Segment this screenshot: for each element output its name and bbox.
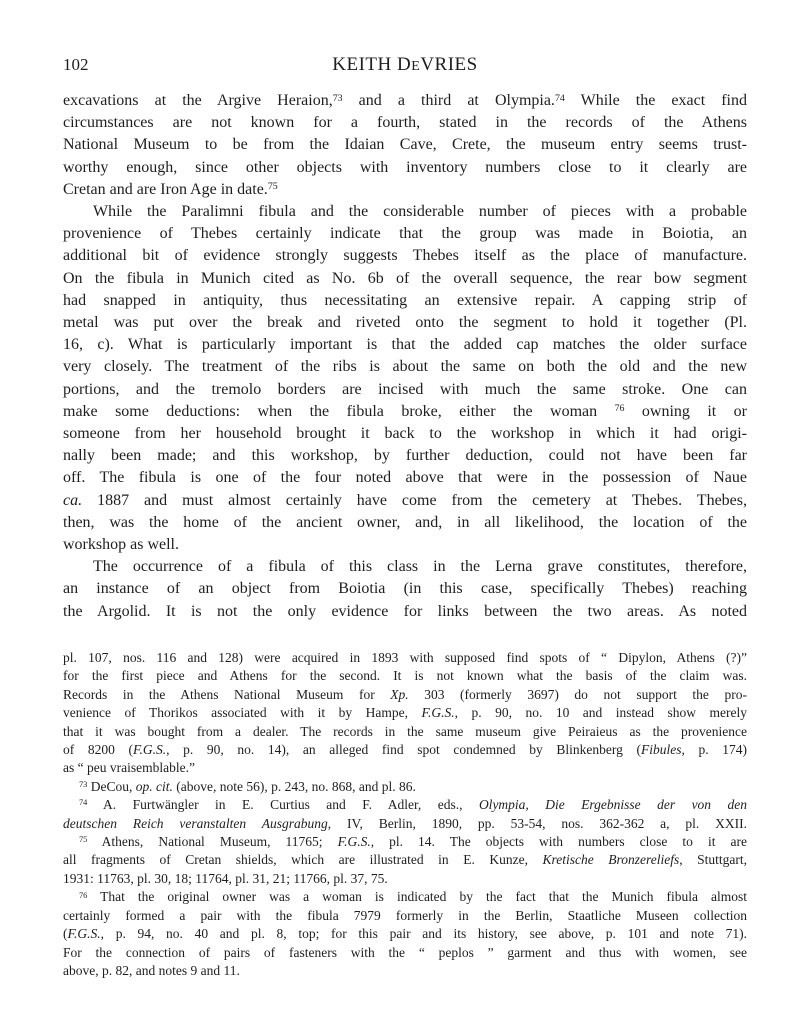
- text-segment: above, p. 82, and notes 9 and 11.: [63, 962, 240, 978]
- text-line: [63, 723, 747, 741]
- text-segment: of 8200 (: [63, 742, 133, 758]
- text-line: [63, 888, 747, 906]
- footnotes-section: [63, 649, 747, 980]
- text-line: [63, 686, 747, 704]
- footnote-marker: 76: [79, 890, 88, 900]
- text-segment: all fragments of Cretan shields, which are illustrated in E. Kunze,: [63, 852, 543, 868]
- footnote-marker: 73: [79, 780, 88, 790]
- text-line: [63, 778, 747, 796]
- text-segment: make some deductions: when the fibula broke, either the woman: [63, 402, 615, 420]
- text-segment: 16, c). What is particularly important is that the added cap matches the older surface: [63, 336, 747, 354]
- text-segment: excavations at the Argive Heraion,: [63, 92, 333, 109]
- text-line: [63, 962, 747, 980]
- text-line: [63, 925, 747, 943]
- paragraph: [63, 778, 747, 796]
- text-segment: 1887 and must almost certainly have come from the cemetery at Thebes. Thebes,: [82, 491, 747, 509]
- page-header: [63, 54, 747, 78]
- text-line: [63, 401, 747, 423]
- text-segment: (: [63, 926, 68, 942]
- text-segment: deutschen Reich veranstalten Ausgrabung: [63, 815, 328, 831]
- text-segment: metal was put over the break and riveted onto the segment to hold it together (Pl.: [63, 314, 747, 332]
- text-segment: Records in the Athens National Museum for: [63, 686, 391, 702]
- text-segment: 303 (formerly 3697) do not support the pro-: [408, 686, 747, 702]
- text-segment: , p. 90, no. 10 and instead show merely: [454, 705, 747, 721]
- text-segment: certainly formed a pair with the fibula 7979 formerly in the Berlin, Staatliche Museen collection: [63, 907, 747, 923]
- text-line: [63, 157, 747, 179]
- text-line: [63, 815, 747, 833]
- footnote-marker: 76: [614, 403, 625, 415]
- text-line: [63, 334, 747, 356]
- text-line: [63, 601, 747, 623]
- text-line: [63, 268, 747, 290]
- footnote-marker: 75: [79, 835, 88, 845]
- text-segment: For the connection of pairs of fasteners with the “ peplos ” garment and thus with women, see: [63, 944, 747, 960]
- text-segment: an instance of an object from Boiotia (in this case, specifically Thebes) reaching: [63, 580, 747, 598]
- text-segment: F.G.S.: [337, 834, 371, 850]
- page-number: 102: [63, 55, 89, 74]
- text-line: [63, 490, 747, 512]
- text-segment: , p. 90, no. 14), an alleged find spot condemned by Blinkenberg (: [166, 742, 641, 758]
- text-segment: owning it or: [624, 402, 747, 420]
- text-segment: , p. 174): [681, 742, 747, 758]
- text-line: [63, 223, 747, 245]
- text-segment: On the fibula in Munich cited as No. 6b of the overall sequence, the rear bow segment: [63, 269, 747, 287]
- text-segment: as “ peu vraisemblable.”: [63, 760, 195, 776]
- text-segment: off. The fibula is one of the four noted above that were in the possession of Naue: [63, 469, 747, 487]
- text-segment: circumstances are not known for a fourth, stated in the records of the Athens: [63, 114, 747, 132]
- text-line: [63, 179, 747, 201]
- text-line: [63, 423, 747, 445]
- running-title: [63, 54, 747, 76]
- paragraph: [63, 90, 747, 201]
- paragraph: [63, 649, 747, 778]
- text-line: [63, 90, 747, 112]
- text-segment: 1931: 11763, pl. 30, 18; 11764, pl. 31, 21; 11766, pl. 37, 75.: [63, 870, 388, 886]
- text-segment: op. cit.: [135, 778, 173, 794]
- text-segment: That the original owner was a woman is indicated by the fact that the Munich fibula almost: [87, 889, 747, 905]
- text-segment: Olympia, Die Ergebnisse der von den: [478, 797, 747, 813]
- text-segment: , IV, Berlin, 1890, pp. 53-54, nos. 362-362 a, pl. XXII.: [327, 815, 747, 831]
- text-line: [63, 704, 747, 722]
- text-segment: F.G.S.: [421, 705, 455, 721]
- text-line: [63, 741, 747, 759]
- footnote-marker: 75: [267, 181, 278, 193]
- text-line: [63, 649, 747, 667]
- text-segment: Athens, National Museum, 11765;: [87, 834, 338, 850]
- text-segment: , Stuttgart,: [679, 852, 747, 868]
- text-segment: (above, note 56), p. 243, no. 868, and pl. 86.: [172, 778, 416, 794]
- text-segment: DeCou,: [87, 778, 136, 794]
- text-segment: While the exact find: [564, 92, 748, 109]
- text-segment: someone from her household brought it back to the workshop in which it had origi-: [63, 425, 747, 443]
- text-segment: the Argolid. It is not the only evidence for links between the two areas. As noted: [63, 602, 747, 620]
- text-segment: ca.: [63, 491, 83, 509]
- text-line: [63, 356, 747, 378]
- text-segment: and a third at Olympia.: [342, 92, 555, 109]
- paragraph: [63, 796, 747, 833]
- text-line: [63, 870, 747, 888]
- footnote-marker: 74: [554, 92, 565, 104]
- text-line: [63, 944, 747, 962]
- text-segment: F.G.S.: [67, 926, 101, 942]
- footnote-marker: 74: [79, 798, 88, 808]
- text-segment: While the Paralimni fibula and the considerable number of pieces with a probable: [93, 203, 747, 221]
- text-line: [63, 290, 747, 312]
- paragraph: [63, 833, 747, 888]
- text-segment: pl. 107, nos. 116 and 128) were acquired in 1893 with supposed find spots of “ Dipylon, Athens (?)”: [63, 650, 747, 665]
- paragraph: [63, 201, 747, 556]
- text-segment: KEITH D: [332, 54, 412, 75]
- text-line: [63, 667, 747, 685]
- text-segment: provenience of Thebes certainly indicate that the group was made in Boiotia, an: [63, 225, 747, 243]
- text-line: [63, 379, 747, 401]
- text-segment: The occurrence of a fibula of this class in the Lerna grave constitutes, therefore,: [93, 558, 747, 576]
- text-segment: had snapped in antiquity, thus necessitating an extensive repair. A capping strip of: [63, 291, 747, 309]
- text-line: [63, 907, 747, 925]
- text-line: [63, 534, 747, 556]
- text-segment: for the first piece and Athens for the second. It is not known what the basis of the claim was.: [63, 668, 747, 684]
- text-line: [63, 512, 747, 534]
- text-segment: venience of Thorikos associated with it by Hampe,: [63, 705, 422, 721]
- text-line: [63, 245, 747, 267]
- text-segment: A. Furtwängler in E. Curtius and F. Adler, eds.,: [87, 797, 479, 813]
- text-line: [63, 201, 747, 223]
- article-body: [63, 90, 747, 623]
- text-segment: National Museum to be from the Idaian Cave, Crete, the museum entry seems trust-: [63, 136, 747, 154]
- text-segment: worthy enough, since other objects with inventory numbers close to it clearly are: [63, 158, 747, 176]
- text-segment: workshop as well.: [63, 536, 179, 554]
- text-segment: Kretische Bronzereliefs: [542, 852, 680, 868]
- text-segment: Cretan and are Iron Age in date.: [63, 180, 268, 198]
- text-segment: that it was bought from a dealer. The records in the same museum give Peiraieus as the provenience: [63, 723, 747, 739]
- text-segment: Xp.: [390, 686, 409, 702]
- text-line: [63, 578, 747, 600]
- text-line: [63, 134, 747, 156]
- text-line: [63, 833, 747, 851]
- text-line: [63, 112, 747, 134]
- text-segment: nally been made; and this workshop, by further deduction, could not have been far: [63, 447, 747, 465]
- text-segment: , pl. 14. The objects with numbers close to it are: [370, 834, 747, 850]
- text-line: [63, 445, 747, 467]
- text-line: [63, 312, 747, 334]
- text-line: [63, 556, 747, 578]
- paragraph: [63, 888, 747, 980]
- text-line: [63, 759, 747, 777]
- text-segment: , p. 94, no. 40 and pl. 8, top; for this pair and its history, see above, p. 101 and note 71).: [100, 926, 747, 942]
- text-segment: VRIES: [420, 54, 478, 75]
- text-segment: E: [411, 58, 421, 74]
- footnote-marker: 73: [332, 92, 343, 104]
- paragraph: [63, 556, 747, 623]
- text-segment: F.G.S.: [133, 742, 167, 758]
- text-segment: Fibules: [640, 742, 682, 758]
- text-line: [63, 851, 747, 869]
- text-segment: very closely. The treatment of the ribs is about the same on both the old and the new: [63, 358, 747, 376]
- text-segment: then, was the home of the ancient owner, and, in all likelihood, the location of the: [63, 513, 747, 531]
- text-segment: additional bit of evidence strongly suggests Thebes itself as the place of manufacture.: [63, 247, 747, 265]
- text-segment: portions, and the tremolo borders are incised with much the same stroke. One can: [63, 380, 747, 398]
- text-line: [63, 796, 747, 814]
- text-line: [63, 467, 747, 489]
